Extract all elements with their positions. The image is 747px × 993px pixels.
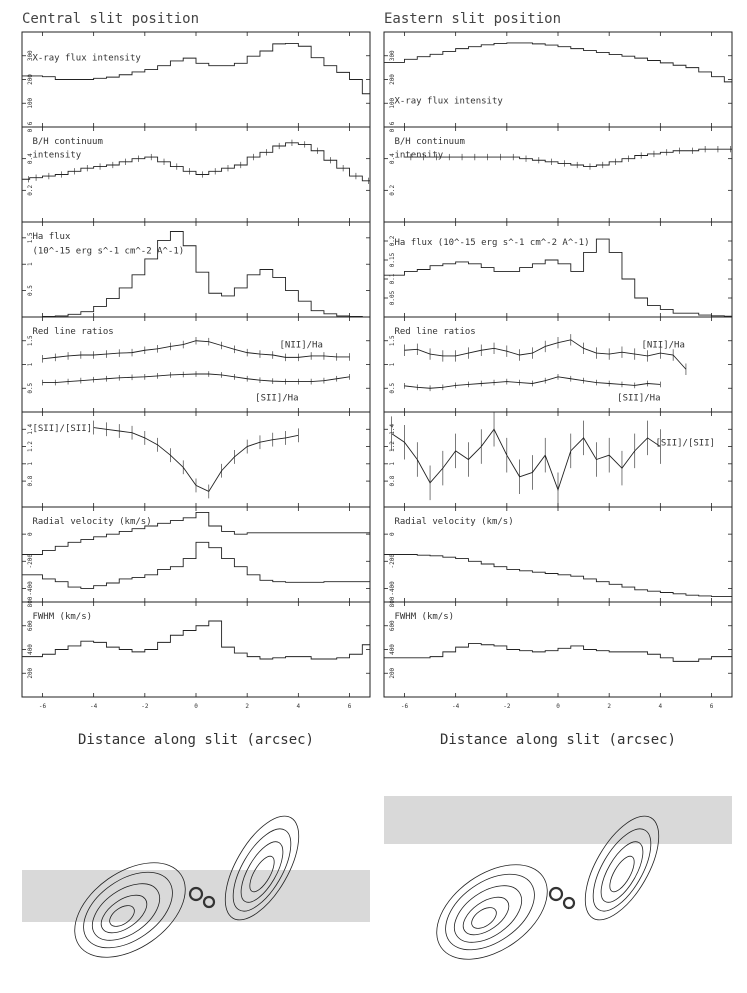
series-halpha	[22, 232, 370, 318]
y-tick-label: 1.5	[389, 335, 396, 347]
y-tick-label: 200	[27, 667, 34, 679]
y-tick-label: 400	[27, 644, 34, 655]
series-bh	[404, 149, 732, 166]
y-tick-label: 0.6	[27, 121, 34, 133]
panel-sii_ratio	[384, 412, 732, 507]
eastern-contour-map	[384, 796, 732, 979]
panel-bh	[384, 121, 732, 222]
panel-label: [SII]/[SII]	[655, 438, 716, 449]
y-tick-label: 0.6	[389, 121, 396, 133]
panel-label: B/H continuum	[394, 137, 465, 148]
panel-fwhm	[384, 596, 732, 710]
panel-frame	[384, 222, 732, 317]
series-xray	[384, 43, 732, 82]
panel-velocity	[22, 507, 370, 602]
panel-halpha	[384, 222, 732, 317]
panel-xray	[22, 32, 370, 127]
panel-label: X-ray flux intensity	[32, 53, 141, 64]
panel-bh	[22, 121, 370, 222]
panel-label: intensity	[32, 150, 82, 161]
y-tick-label: 0.2	[27, 184, 34, 196]
panel-redline	[22, 317, 370, 412]
panel-label: [SII]/Ha	[617, 393, 661, 404]
panel-label: Red line ratios	[32, 327, 114, 338]
y-tick-label: -200	[27, 554, 34, 569]
y-tick-label: 600	[27, 620, 34, 632]
y-tick-label: 300	[27, 50, 34, 62]
y-tick-label: 1	[389, 362, 396, 367]
x-tick-label: 2	[607, 703, 611, 710]
series-[SII]/[SII]	[392, 429, 661, 489]
series-xray	[22, 43, 370, 93]
y-tick-label: 0.8	[389, 475, 396, 487]
central-slit-overlay	[22, 870, 370, 922]
panel-label: FWHM (km/s)	[394, 612, 455, 623]
x-tick-label: 0	[194, 703, 198, 710]
series-fwhm	[22, 621, 370, 659]
x-tick-label: 4	[296, 703, 301, 710]
eastern-slit-panels	[384, 32, 732, 710]
y-tick-label: 1	[27, 362, 34, 367]
series-halpha	[384, 239, 732, 316]
y-tick-label: -400	[27, 581, 34, 596]
panel-label: [NII]/Ha	[279, 340, 323, 351]
x-tick-label: -2	[503, 703, 511, 710]
y-tick-label: 100	[27, 97, 34, 109]
panel-label: Ha flux	[32, 232, 71, 243]
central-slit-panels	[22, 32, 370, 710]
x-tick-label: 4	[658, 703, 663, 710]
x-tick-label: 6	[347, 703, 352, 710]
y-tick-label: 300	[389, 50, 396, 62]
y-tick-label: 0.5	[389, 382, 396, 394]
panel-fwhm	[22, 596, 370, 710]
y-tick-label: 1.5	[27, 335, 34, 347]
panel-sii_ratio	[22, 412, 370, 507]
y-tick-label: 0.05	[389, 290, 396, 306]
y-tick-label: 1	[389, 462, 396, 466]
panel-label: Ha flux (10^-15 erg s^-1 cm^-2 A^-1)	[394, 237, 590, 248]
central-x-axis-label: Distance along slit (arcsec)	[77, 732, 315, 748]
y-tick-label: -200	[389, 554, 396, 569]
y-tick-label: 100	[389, 97, 396, 109]
panel-label: FWHM (km/s)	[32, 612, 93, 623]
y-tick-label: 1.4	[389, 423, 396, 435]
panel-label: [SII]/[SII]	[32, 424, 93, 434]
panel-label: Red line ratios	[394, 327, 476, 338]
y-tick-label: 400	[389, 644, 396, 655]
x-tick-label: 6	[709, 703, 714, 710]
x-tick-label: 2	[245, 703, 249, 710]
y-tick-label: 1.5	[27, 232, 34, 244]
panel-xray	[384, 32, 732, 127]
y-tick-label: 0	[27, 532, 34, 536]
x-tick-label: -6	[38, 703, 47, 710]
x-tick-label: 0	[556, 703, 560, 710]
panel-label: (10^-15 erg s^-1 cm^-2 A^-1)	[32, 246, 185, 257]
y-tick-label: 200	[389, 667, 396, 679]
y-tick-label: 1	[27, 262, 34, 267]
panel-label: X-ray flux intensity	[394, 96, 503, 107]
x-tick-label: -4	[90, 703, 98, 710]
x-tick-label: -2	[141, 703, 149, 710]
panel-label: [SII]/Ha	[255, 393, 299, 404]
y-tick-label: 1.2	[389, 441, 396, 452]
x-tick-label: -6	[400, 703, 409, 710]
central-column-title: Central slit position	[22, 11, 200, 27]
eastern-slit-overlay	[384, 796, 732, 844]
panel-halpha	[22, 222, 370, 317]
y-tick-label: -400	[389, 581, 396, 596]
panel-velocity	[384, 507, 732, 602]
y-tick-label: 0.2	[389, 235, 396, 247]
x-tick-label: -4	[452, 703, 460, 710]
panel-label: B/H continuum	[32, 137, 103, 148]
panel-label: Radial velocity (km/s)	[32, 517, 152, 528]
y-tick-label: 0.5	[27, 285, 34, 297]
y-tick-label: 0.5	[27, 382, 34, 394]
y-tick-label: 0.2	[389, 184, 396, 196]
series-velocity	[384, 555, 732, 597]
eastern-nucleus-rings	[550, 888, 574, 908]
y-tick-label: 600	[389, 620, 396, 632]
panel-label: intensity	[394, 150, 444, 161]
y-tick-label: 800	[27, 596, 34, 608]
y-tick-label: 0.8	[27, 475, 34, 487]
eastern-x-axis-label: Distance along slit (arcsec)	[439, 732, 677, 748]
central-contour-map	[22, 805, 370, 977]
y-tick-label: 200	[389, 74, 396, 85]
y-tick-label: 0.4	[389, 153, 396, 165]
y-tick-label: 800	[389, 596, 396, 608]
y-tick-label: 200	[27, 74, 34, 85]
y-tick-label: 1	[27, 462, 34, 466]
panel-label: [NII]/Ha	[641, 340, 685, 351]
series-lower	[22, 542, 370, 588]
eastern-column-title: Eastern slit position	[384, 11, 562, 27]
y-tick-label: 0.4	[27, 153, 34, 165]
series-fwhm	[384, 644, 732, 662]
panel-label: Radial velocity (km/s)	[394, 517, 514, 528]
y-tick-label: 0.1	[389, 273, 396, 285]
y-tick-label: 0.15	[389, 252, 396, 268]
y-tick-label: 0	[389, 532, 396, 536]
panel-redline	[384, 317, 732, 412]
y-tick-label: 1.4	[27, 423, 34, 435]
y-tick-label: 1.2	[27, 441, 34, 452]
